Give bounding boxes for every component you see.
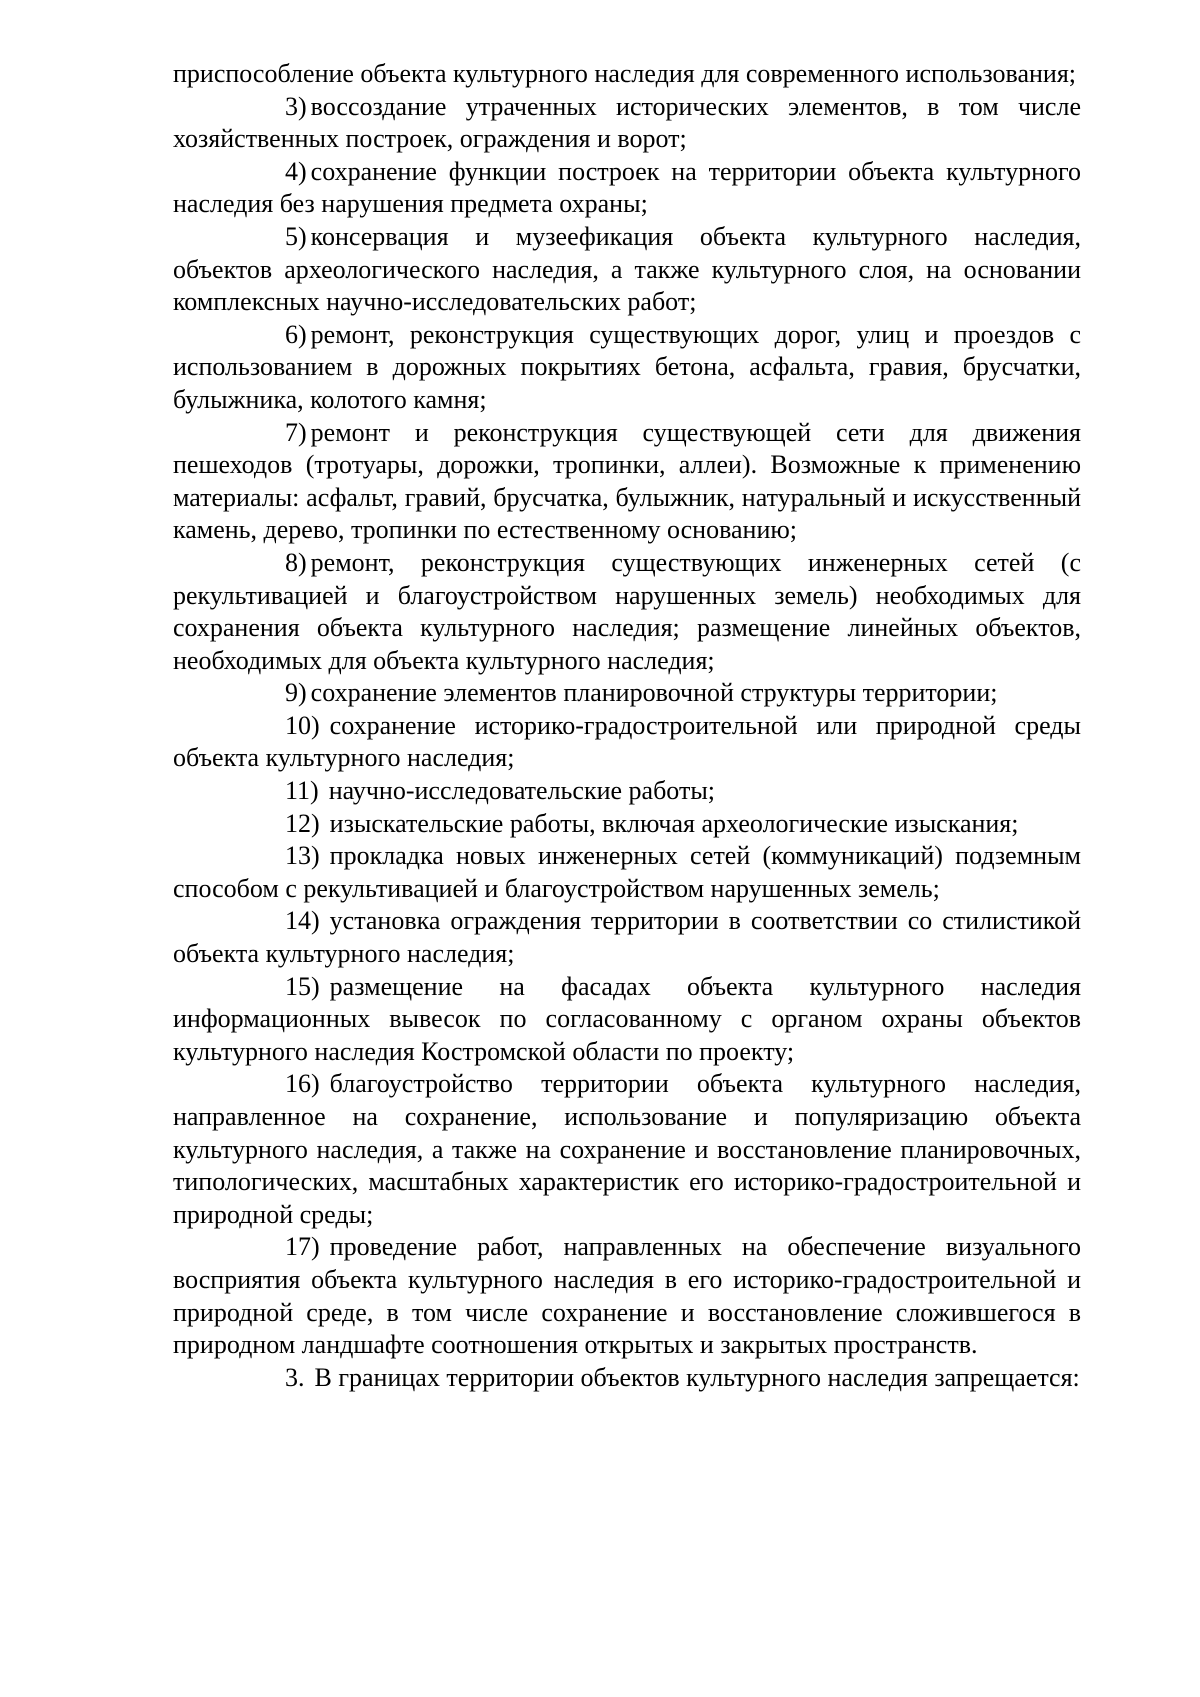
item-text: размещение на фасадах объекта культурного наследия информационных вывесок по согласованному с органом охраны объектов культурного наследия Костромской области по проекту; [173, 971, 1081, 1066]
list-item-3 [173, 91, 1081, 156]
item-text: сохранение историко-градостроительной или природной среды объекта культурного наследия; [173, 710, 1081, 773]
item-number: 5) [285, 221, 307, 251]
item-text: ремонт, реконструкция существующих дорог, улиц и проездов с использованием в дорожных покрытиях бетона, асфальта, гравия, брусчатки, булыжника, колотого камня; [173, 319, 1081, 414]
paragraph-continuation [173, 58, 1081, 91]
item-number: 11) [285, 776, 319, 806]
paragraph-text: приспособление объекта культурного наследия для современного использования; [173, 59, 1077, 88]
item-text: ремонт, реконструкция существующих инженерных сетей (с рекультивацией и благоустройством нарушенных земель) необходимых для сохранения объекта культурного наследия; размещение линейных объектов, необходимых для объекта культурного наследия; [173, 547, 1081, 675]
list-item-12 [173, 808, 1081, 841]
item-text: ремонт и реконструкция существующей сети для движения пешеходов (тротуары, дорожки, тропинки, аллеи). Возможные к применению материалы: асфальт, гравий, брусчатка, булыжник, натуральный и искусственный камень, дерево, тропинки по естественному основанию; [173, 417, 1081, 545]
document-page [173, 58, 1081, 1394]
list-item-16 [173, 1068, 1081, 1231]
item-number: 16) [285, 1069, 320, 1099]
item-number: 10) [285, 710, 320, 740]
section-3-heading [173, 1362, 1081, 1395]
item-text: прокладка новых инженерных сетей (коммуникаций) подземным способом с рекультивацией и благоустройством нарушенных земель; [173, 841, 1081, 903]
item-number: 14) [285, 906, 320, 936]
item-number: 6) [285, 319, 307, 349]
section-text: В границах территории объектов культурного наследия запрещается: [314, 1362, 1080, 1392]
item-text: изыскательские работы, включая археологические изыскания; [329, 808, 1019, 838]
item-number: 13) [285, 841, 320, 871]
item-number: 9) [285, 678, 307, 708]
item-number: 15) [285, 971, 320, 1001]
item-text: установка ограждения территории в соответствии со стилистикой объекта культурного наследия; [173, 906, 1081, 969]
list-item-17 [173, 1231, 1081, 1361]
item-text: научно-исследовательские работы; [328, 776, 716, 806]
item-text: воссоздание утраченных исторических элементов, в том числе хозяйственных построек, ограждения и ворот; [173, 91, 1081, 154]
item-number: 3) [285, 91, 307, 121]
list-item-6 [173, 319, 1081, 417]
item-text: сохранение функции построек на территории объекта культурного наследия без нарушения предмета охраны; [173, 156, 1081, 219]
item-text: сохранение элементов планировочной структуры территории; [310, 678, 998, 708]
list-item-11 [173, 775, 1081, 808]
list-item-5 [173, 221, 1081, 319]
item-number: 7) [285, 417, 307, 447]
list-item-8 [173, 547, 1081, 677]
item-text: благоустройство территории объекта культурного наследия, направленное на сохранение, использование и популяризацию объекта культурного наследия, а также на сохранение и восстановление планировочных, типологических, масштабных характеристик его историко-градостроительной и природной среды; [173, 1069, 1081, 1229]
item-number: 4) [285, 156, 307, 186]
item-number: 8) [285, 547, 307, 577]
item-text: консервация и музеефикация объекта культурного наследия, объектов археологического наследия, а также культурного слоя, на основании комплексных научно-исследовательских работ; [173, 221, 1081, 317]
list-item-4 [173, 156, 1081, 221]
item-number: 17) [285, 1232, 320, 1262]
list-item-15 [173, 971, 1081, 1069]
section-number: 3. [285, 1362, 305, 1392]
list-item-13 [173, 840, 1081, 905]
item-text: проведение работ, направленных на обеспечение визуального восприятия объекта культурного наследия в его историко-градостроительной и природной среде, в том числе сохранение и восстановление сложившегося в природном ландшафте соотношения открытых и закрытых пространств. [173, 1232, 1081, 1360]
list-item-7 [173, 417, 1081, 547]
list-item-14 [173, 905, 1081, 970]
item-number: 12) [285, 808, 320, 838]
list-item-10 [173, 710, 1081, 775]
list-item-9 [173, 677, 1081, 710]
